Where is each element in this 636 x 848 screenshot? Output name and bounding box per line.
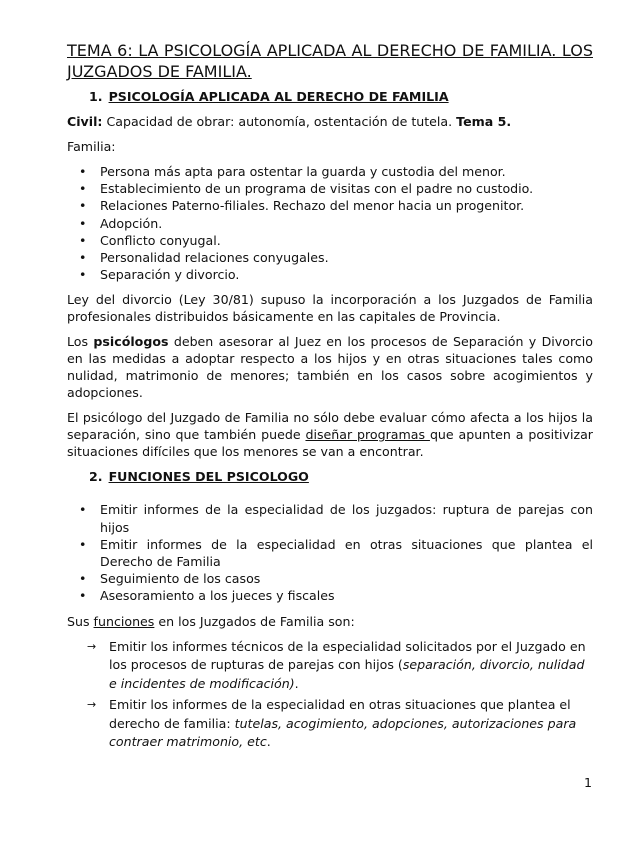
text-span: Emitir los informes técnicos de la especialidad solicitados por el Juzgado en los procesos de rupturas de parejas con hijos ( [109,638,586,673]
list-item: • Conflicto conyugal. [67,232,593,249]
ley-divorcio-paragraph: Ley del divorcio (Ley 30/81) supuso la incorporación a los Juzgados de Familia profesionales distribuidos básicamente en las capitales de Provincia. [67,292,593,325]
text-span: deben asesorar al Juez en los procesos de Separación y Divorcio en las medidas a adoptar respecto a los hijos y en otras situaciones tales como nulidad, matrimonio de menores; también en los casos sobre acogimientos y adopciones. [67,334,593,401]
section-number: 1. [89,89,103,104]
arrow-list-item [67,696,593,752]
section-heading-2 [89,468,593,485]
funciones-list [67,501,593,604]
underlined-term: funciones [93,613,155,629]
text-span: en los Juzgados de Familia son: [154,613,355,629]
list-item: • Persona más apta para ostentar la guarda y custodia del menor. [67,163,593,180]
text-span: Emitir los informes de la especialidad en otras situaciones que plantea el derecho de familia: [109,697,571,731]
list-item: • Separación y divorcio. [67,266,593,283]
section-title: PSICOLOGÍA APLICADA AL DERECHO DE FAMILIA [108,89,449,104]
list-item: • Personalidad relaciones conyugales. [67,249,593,266]
text-span: Sus [67,613,94,629]
list-item: • Asesoramiento a los jueces y fiscales [67,587,593,604]
civil-ref: Tema 5. [456,114,512,129]
civil-paragraph [67,113,593,130]
sus-funciones-paragraph [67,613,593,630]
document-page [67,40,593,755]
bold-term: psicólogos [93,334,169,350]
juzgado-paragraph [67,409,593,460]
italic-text: separación, divorcio, nulidad e incidentes de modificación) [109,657,585,691]
arrow-list-item [67,638,593,694]
list-item: • Establecimiento de un programa de visitas con el padre no custodio. [67,180,593,197]
text-span: El psicólogo del Juzgado de Familia no sólo debe evaluar cómo afecta a los hijos la separación, sino que también puede [67,410,593,443]
familia-list [67,163,593,283]
text-span: Los [67,334,94,350]
familia-label: Familia: [67,139,116,154]
section-number: 2. [89,469,103,485]
page-number: 1 [583,775,592,790]
italic-text: tutelas, acogimiento, adopciones, autorizaciones para contraer matrimonio, etc [109,715,577,750]
text-span: . [294,675,299,691]
psicologos-paragraph [67,333,593,401]
text-span: . [266,734,271,750]
list-item: • Relaciones Paterno-filiales. Rechazo del menor hacia un progenitor. [67,197,593,214]
list-item: • Seguimiento de los casos [67,570,593,587]
list-item: • Emitir informes de la especialidad de los juzgados: ruptura de parejas con hijos [67,501,593,535]
text-span: que apunten a positivizar situaciones difíciles que los menores se van a encontrar. [67,427,593,460]
list-item: • Emitir informes de la especialidad en otras situaciones que plantea el Derecho de Familia [67,536,593,570]
arrow-list [67,638,593,752]
civil-text: Capacidad de obrar: autonomía, ostentación de tutela. [102,114,457,129]
civil-label: Civil: [67,114,103,129]
arrow-icon: → [87,639,97,653]
list-item: • Adopción. [67,215,593,232]
arrow-icon: → [87,698,97,712]
underlined-term: diseñar programas [305,427,430,443]
section-heading-1 [89,88,593,105]
page-title: TEMA 6: LA PSICOLOGÍA APLICADA AL DERECHO DE FAMILIA. LOS JUZGADOS DE FAMILIA. [67,41,593,81]
section-title: FUNCIONES DEL PSICOLOGO [108,469,309,485]
